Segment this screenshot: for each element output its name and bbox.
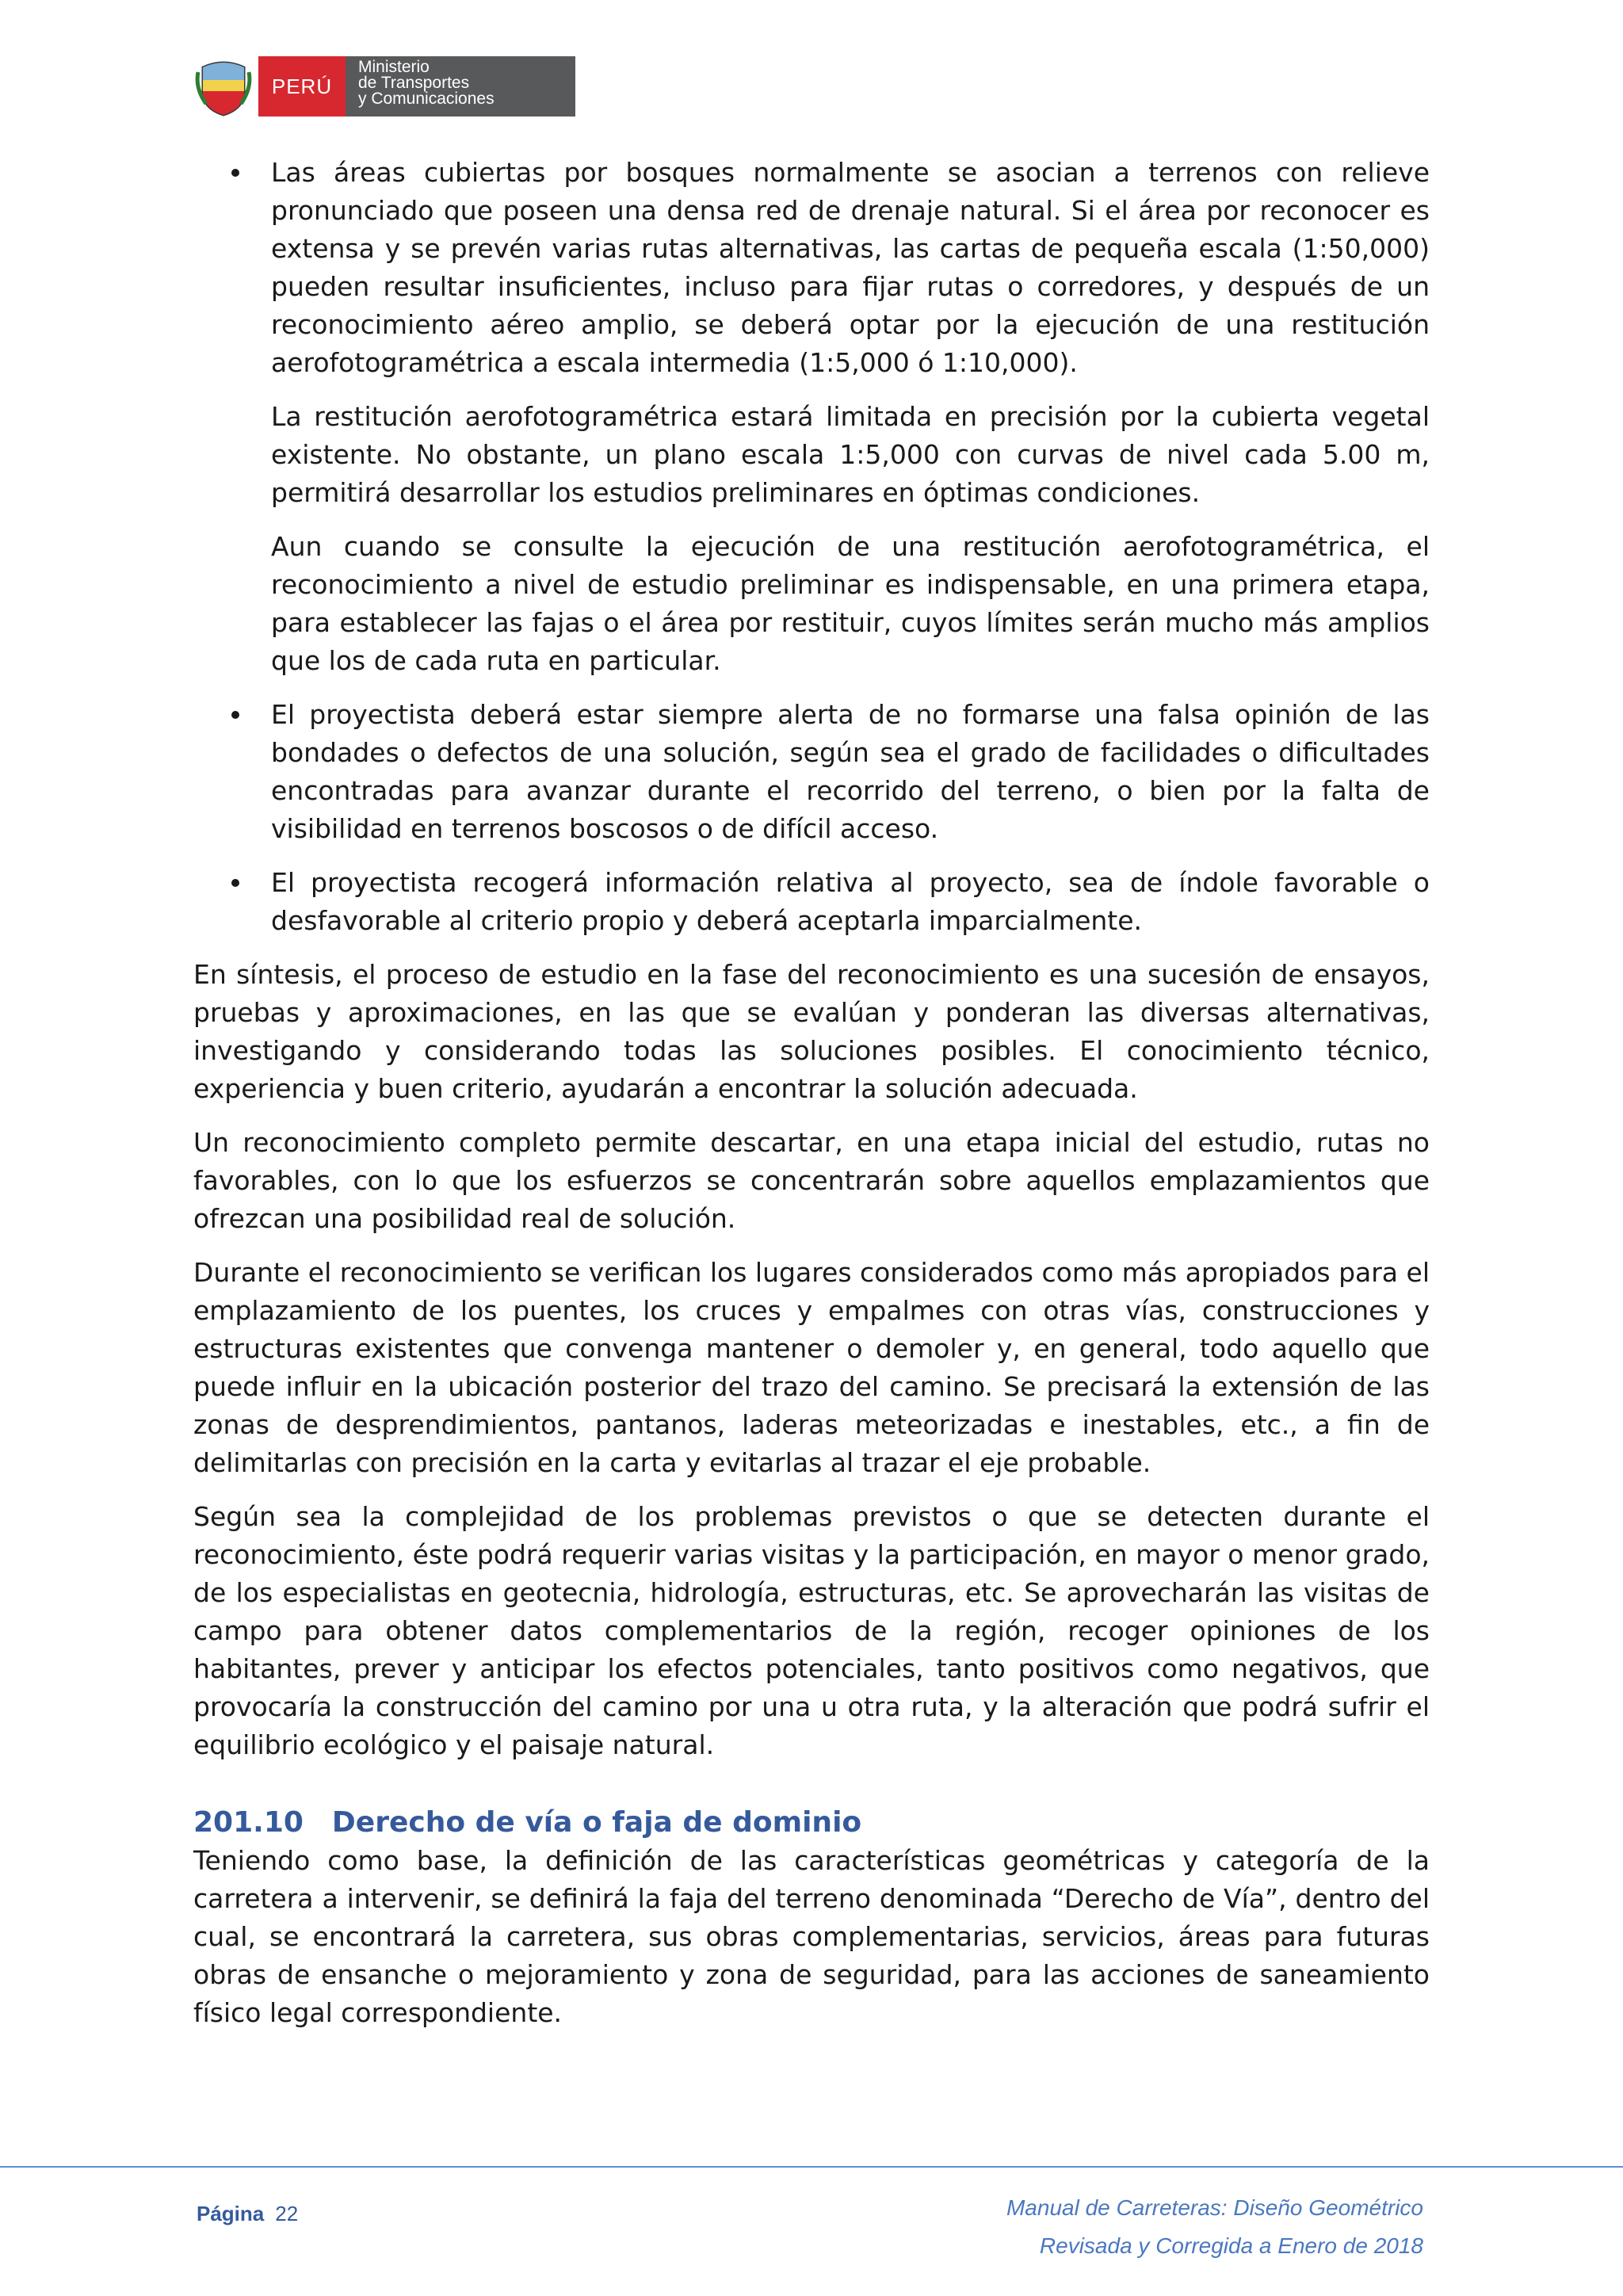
- page-label: Página: [197, 2202, 265, 2225]
- ministry-line: de Transportes: [358, 74, 470, 92]
- bullet-subparagraph: Aun cuando se consulte la ejecución de una restitución aerofotogramétrica, el reconocimiento a nivel de estudio preliminar es indispensable, en una primera etapa, para establecer las fajas o el área por restituir, cuyos límites serán mucho más amplios que los de cada ruta en particular.: [271, 531, 1430, 676]
- ministry-name: [346, 56, 575, 117]
- bullet-text: El proyectista deberá estar siempre alerta de no formarse una falsa opinión de las bondades o defectos de una solución, según sea el grado de facilidades o dificultades encontradas para avanzar durante el recorrido del terreno, o bien por la falta de visibilidad en terrenos boscosos o de difícil acceso.: [271, 699, 1430, 844]
- revision-note: Revisada y Corregida a Enero de 2018: [1039, 2233, 1423, 2258]
- paragraph: Un reconocimiento completo permite descartar, en una etapa inicial del estudio, rutas no favorables, con lo que los esfuerzos se concentrarán sobre aquellos emplazamientos que ofrezcan una posibilidad real de solución.: [193, 1127, 1430, 1234]
- section-number: 201.10: [193, 1806, 304, 1839]
- manual-title: Manual de Carreteras: Diseño Geométrico: [1006, 2195, 1423, 2220]
- bullet-icon: [231, 711, 239, 719]
- ministry-line: y Comunicaciones: [358, 90, 495, 108]
- ministry-header: [195, 55, 575, 117]
- paragraph: Durante el reconocimiento se verifican los lugares considerados como más apropiados para el emplazamiento de los puentes, los cruces y empalmes con otras vías, construcciones y estructuras existentes que convenga mantener o demoler y, en general, todo aquello que puede influir en la ubicación posterior del trazo del camino. Se precisará la extensión de las zonas de desprendimientos, pantanos, laderas meteorizadas e inestables, etc., a fin de delimitarlas con precisión en la carta y evitarlas al trazar el eje probable.: [193, 1257, 1430, 1478]
- bullet-icon: [231, 169, 239, 177]
- section-title: Derecho de vía o faja de dominio: [331, 1806, 862, 1839]
- paragraph: Teniendo como base, la definición de las características geométricas y categoría de la carretera a intervenir, se definirá la faja del terreno denominada “Derecho de Vía”, dentro del cual, se encontrará la carretera, sus obras complementarias, servicios, áreas para futuras obras de ensanche o mejoramiento y zona de seguridad, para las acciones de saneamiento físico legal correspondiente.: [193, 1845, 1430, 2028]
- section-heading: [193, 1804, 1430, 1842]
- paragraph: Según sea la complejidad de los problemas previstos o que se detecten durante el reconocimiento, éste podrá requerir varias visitas y la participación, en mayor o menor grado, de los especialistas en geotecnia, hidrología, estructuras, etc. Se aprovecharán las visitas de campo para obtener datos complementarios de la región, recoger opiniones de los habitantes, prever y anticipar los efectos potenciales, tanto positivos como negativos, que provocaría la construcción del camino por una u otra ruta, y la alteración que podrá sufrir el equilibrio ecológico y el paisaje natural.: [193, 1501, 1430, 1760]
- bullet-text: Las áreas cubiertas por bosques normalmente se asocian a terrenos con relieve pronunciado que poseen una densa red de drenaje natural. Si el área por reconocer es extensa y se prevén varias rutas alternativas, las cartas de pequeña escala (1:50,000) pueden resultar insuficientes, incluso para fijar rutas o corredores, y después de un reconocimiento aéreo amplio, se deberá optar por la ejecución de una restitución aerofotogramétrica a escala intermedia (1:5,000 ó 1:10,000).: [271, 157, 1430, 378]
- ministry-line: Ministerio: [358, 58, 430, 76]
- footer-divider: [0, 2166, 1623, 2168]
- bullet-text: El proyectista recogerá información relativa al proyecto, sea de índole favorable o desfavorable al criterio propio y deberá aceptarla imparcialmente.: [271, 867, 1430, 936]
- country-label: PERÚ: [258, 56, 346, 117]
- coat-of-arms-logo: [195, 56, 252, 117]
- bullet-item: [193, 696, 1430, 848]
- document-body: [193, 154, 1430, 2048]
- bullet-item: [193, 864, 1430, 940]
- paragraph: En síntesis, el proceso de estudio en la fase del reconocimiento es una sucesión de ensayos, pruebas y aproximaciones, en las que se evalúan y ponderan las diversas alternativas, investigando y considerando todas las soluciones posibles. El conocimiento técnico, experiencia y buen criterio, ayudarán a encontrar la solución adecuada.: [193, 959, 1430, 1104]
- bullet-icon: [231, 879, 239, 887]
- footer-document-info: [1006, 2189, 1423, 2265]
- page-indicator: [197, 2202, 298, 2226]
- page-number: 22: [275, 2202, 299, 2225]
- bullet-item: [193, 154, 1430, 382]
- bullet-subparagraph: La restitución aerofotogramétrica estará limitada en precisión por la cubierta vegetal existente. No obstante, un plano escala 1:5,000 con curvas de nivel cada 5.00 m, permitirá desarrollar los estudios preliminares en óptimas condiciones.: [271, 401, 1430, 508]
